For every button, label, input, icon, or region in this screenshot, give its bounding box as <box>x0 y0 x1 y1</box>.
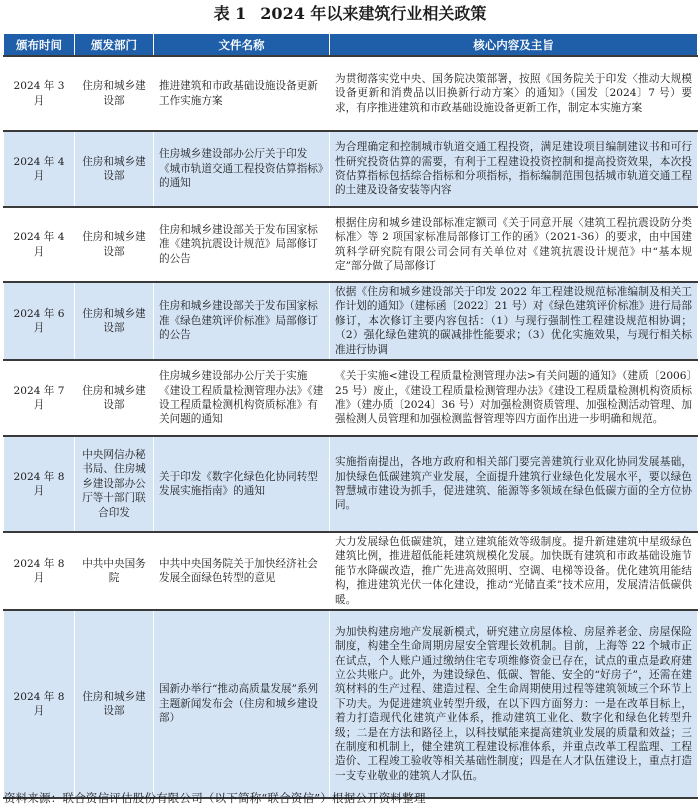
table-row <box>4 360 698 436</box>
cell-core-content: 为贯彻落实党中央、国务院决策部署，按照《国务院关于印发〈推动大规模设备更新和消费品以旧换新行动方案〉的通知》（国发〔2024〕7 号）要求，有序推进建筑和市政基础设施设备更新工作，制定本实施方案 <box>330 56 698 131</box>
cell-department: 住房和城乡建设部 <box>75 610 154 798</box>
cell-document: 住房和城乡建设部关于发布国家标准《建筑抗震设计规范》局部修订的公告 <box>154 207 330 282</box>
policy-table <box>3 33 698 799</box>
cell-document: 住房城乡建设部办公厅关于印发《城市轨道交通工程投资估算指标》的通知 <box>154 131 330 207</box>
table-row <box>4 207 698 282</box>
cell-date: 2024 年 6 月 <box>4 282 75 360</box>
cell-core-content: 根据住房和城乡建设部标准定额司《关于同意开展〈建筑工程抗震设防分类标准〉等 2 项国家标准局部修订工作的函》（2021-36）的要求，由中国建筑科学研究院有限公司会同有关单位对《建筑抗震设计规范》中“基本规定”部分做了局部修订 <box>330 207 698 282</box>
cell-core-content: 大力发展绿色低碳建筑，建立建筑能效等级制度。提升新建建筑中星级绿色建筑比例，推进超低能耗建筑规模化发展。加快既有建筑和市政基础设施节能节水降碳改造，推广先进高效照明、空调、电梯等设备。优化建筑用能结构，推进建筑光伏一体化建设，推动“光储直柔”技术应用，发展清洁低碳供暖。 <box>330 532 698 610</box>
cell-department: 住房和城乡建设部 <box>75 360 154 436</box>
cell-department: 住房和城乡建设部 <box>75 131 154 207</box>
cell-date: 2024 年 7 月 <box>4 360 75 436</box>
table-row <box>4 436 698 532</box>
cell-date: 2024 年 4 月 <box>4 207 75 282</box>
cell-document: 住房和城乡建设部关于发布国家标准《绿色建筑评价标准》局部修订的公告 <box>154 282 330 360</box>
cell-document: 住房城乡建设部办公厅关于实施《建设工程质量检测管理办法》《建设工程质量检测机构资质标准》有关问题的通知 <box>154 360 330 436</box>
table-row <box>4 532 698 610</box>
cell-department: 住房和城乡建设部 <box>75 56 154 131</box>
cell-department: 中共中央国务院 <box>75 532 154 610</box>
header-core-content: 核心内容及主旨 <box>330 34 698 57</box>
table-row <box>4 56 698 131</box>
cell-document: 中共中央国务院关于加快经济社会发展全面绿色转型的意见 <box>154 532 330 610</box>
cell-date: 2024 年 3 月 <box>4 56 75 131</box>
cell-document: 国新办举行“推动高质量发展”系列主题新闻发布会（住房和城乡建设部） <box>154 610 330 798</box>
cell-department: 住房和城乡建设部 <box>75 207 154 282</box>
cell-date: 2024 年 8 月 <box>4 436 75 532</box>
cell-department: 住房和城乡建设部 <box>75 282 154 360</box>
cell-date: 2024 年 8 月 <box>4 610 75 798</box>
header-department: 颁发部门 <box>75 34 154 57</box>
header-date: 颁布时间 <box>4 34 75 57</box>
table-number: 表 1 <box>213 4 247 23</box>
cell-document: 推进建筑和市政基础设施设备更新工作实施方案 <box>154 56 330 131</box>
cell-department: 中央网信办秘书局、住房城乡建设部办公厅等十部门联合印发 <box>75 436 154 532</box>
cell-document: 关于印发《数字化绿色化协同转型发展实施指南》的通知 <box>154 436 330 532</box>
cell-core-content: 《关于实施<建设工程质量检测管理办法>有关问题的通知》（建质〔2006〕25 号）废止，《建设工程质量检测管理办法》《建设工程质量检测机构资质标准》（建办质〔2024〕36 号）对加强检测资质管理、加强检测活动管理、加强检测人员管理和加强检测监督管理等四方面作出进一步明确和规范。 <box>330 360 698 436</box>
cell-date: 2024 年 8 月 <box>4 532 75 610</box>
cell-core-content: 为合理确定和控制城市轨道交通工程投资，满足建设项目编制建议书和可行性研究投资估算的需要，有利于工程建设投资控制和提高投资效果，本次投资估算指标包括综合指标和分项指标，指标编制范围包括城市轨道交通工程的土建及设备安装等内容 <box>330 131 698 207</box>
table-header-row <box>4 34 698 57</box>
table-row <box>4 282 698 360</box>
table-title-text: 2024 年以来建筑行业相关政策 <box>260 4 487 23</box>
header-document: 文件名称 <box>154 34 330 57</box>
table-row <box>4 610 698 798</box>
cell-core-content: 实施指南提出，各地方政府和相关部门要完善建筑行业双化协同发展基础，加快绿色低碳建筑产业发展，全面提升建筑行业绿色化发展水平，要以绿色智慧城市建设为抓手，促进建筑、能源等多领域在绿色低碳方面的全方位协同。 <box>330 436 698 532</box>
source-note: 资料来源：联合资信评估股份有限公司（以下简称“联合资信”）根据公开资料整理 <box>4 791 426 805</box>
table-title <box>0 2 700 26</box>
table-row <box>4 131 698 207</box>
cell-date: 2024 年 4 月 <box>4 131 75 207</box>
cell-core-content: 为加快构建房地产发展新模式，研究建立房屋体检、房屋养老金、房屋保险制度，构建全生命周期房屋安全管理长效机制。目前，上海等 22 个城市正在试点，个人账户通过缴纳住宅专项维修资金已存在，试点的重点是政府建立公共账户。此外，为建设绿色、低碳、智能、安全的“好房子”，还需在建筑材料的生产过程、建造过程、全生命周期使用过程等建筑领域三个环节上下功夫。为促进建筑业转型升级，在以下四方面努力：一是在改革目标上，着力打造现代化建筑产业体系，推动建筑工业化、数字化和绿色化转型升级；二是在方法和路径上，以科技赋能来提高建筑业发展的质量和效益；三在制度和机制上，健全建筑工程建设标准体系，并重点改革工程监理、工程造价、工程竣工验收等相关基础性制度；四是在人才队伍建设上，重点打造一支专业敬业的建筑人才队伍。 <box>330 610 698 798</box>
cell-core-content: 依据《住房和城乡建设部关于印发 2022 年工程建设规范标准编制及相关工作计划的通知》（建标函〔2022〕21 号）对《绿色建筑评价标准》进行局部修订，本次修订主要内容包括：（1）与现行强制性工程建设规范相协调；（2）强化绿色建筑的碳减排性能要求；（3）优化实施效果，与现行相关标准进行协调 <box>330 282 698 360</box>
